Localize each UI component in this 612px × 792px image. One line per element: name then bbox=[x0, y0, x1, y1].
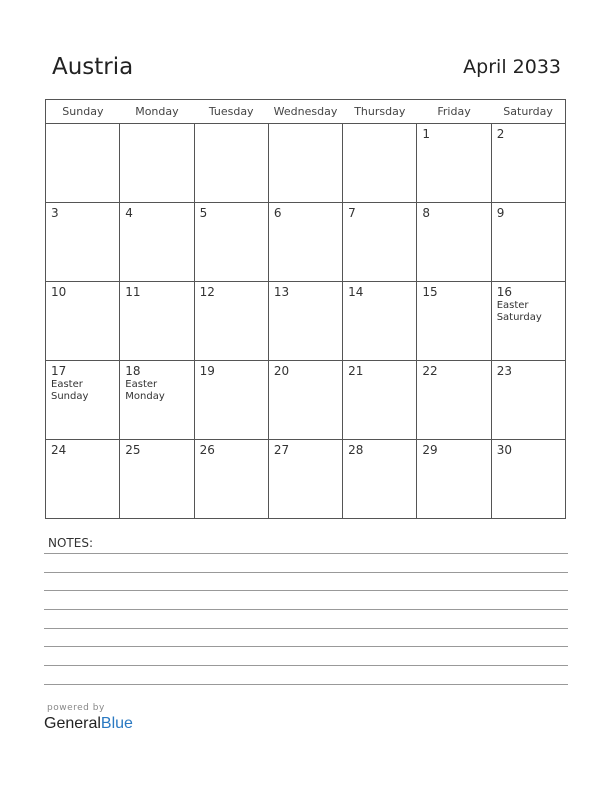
day-number: 19 bbox=[199, 364, 215, 378]
day-cell bbox=[343, 361, 417, 440]
day-cell bbox=[120, 203, 194, 282]
day-cell bbox=[268, 203, 342, 282]
week-row-3 bbox=[46, 282, 566, 361]
note-line bbox=[44, 684, 568, 685]
day-cell bbox=[417, 282, 491, 361]
day-cell bbox=[491, 440, 565, 519]
day-cell bbox=[343, 124, 417, 203]
brand-logo bbox=[44, 715, 133, 733]
day-number: 30 bbox=[496, 443, 512, 457]
day-cell bbox=[417, 440, 491, 519]
weekday-monday: Monday bbox=[120, 100, 194, 124]
day-number: 3 bbox=[51, 206, 59, 220]
day-cell bbox=[194, 124, 268, 203]
weekday-saturday: Saturday bbox=[491, 100, 565, 124]
day-number: 4 bbox=[125, 206, 133, 220]
day-number: 13 bbox=[273, 285, 290, 299]
note-line bbox=[44, 572, 568, 573]
day-cell bbox=[120, 124, 194, 203]
week-row-2 bbox=[46, 203, 566, 282]
day-number: 26 bbox=[199, 443, 215, 457]
month-year-title: April 2033 bbox=[463, 56, 561, 78]
day-cell bbox=[120, 440, 194, 519]
weekday-tuesday: Tuesday bbox=[194, 100, 268, 124]
day-cell bbox=[268, 282, 342, 361]
day-number: 20 bbox=[273, 364, 290, 378]
note-line bbox=[44, 553, 568, 554]
note-line bbox=[44, 628, 568, 629]
note-line bbox=[44, 665, 568, 666]
calendar-grid bbox=[45, 99, 566, 519]
holiday-label: Easter Sunday bbox=[51, 379, 89, 402]
day-number: 24 bbox=[51, 443, 67, 457]
day-cell bbox=[46, 203, 120, 282]
weekday-header-row bbox=[46, 100, 566, 124]
day-cell bbox=[268, 440, 342, 519]
day-number: 14 bbox=[348, 285, 364, 299]
day-number: 6 bbox=[273, 206, 282, 220]
day-cell bbox=[343, 203, 417, 282]
day-number: 25 bbox=[125, 443, 141, 457]
note-line bbox=[44, 590, 568, 591]
day-cell bbox=[194, 361, 268, 440]
day-cell bbox=[46, 124, 120, 203]
day-cell bbox=[417, 124, 491, 203]
note-line bbox=[44, 609, 568, 610]
day-cell bbox=[46, 361, 120, 440]
day-number: 1 bbox=[422, 127, 431, 141]
day-cell bbox=[491, 124, 565, 203]
day-cell bbox=[194, 203, 268, 282]
powered-by-text: powered by bbox=[47, 703, 105, 713]
week-row-4 bbox=[46, 361, 566, 440]
day-cell bbox=[417, 361, 491, 440]
holiday-label: Easter Monday bbox=[125, 379, 165, 402]
day-number: 22 bbox=[422, 364, 438, 378]
day-cell bbox=[491, 282, 565, 361]
week-row-1 bbox=[46, 124, 566, 203]
day-number: 17 bbox=[51, 364, 67, 378]
day-cell bbox=[268, 361, 342, 440]
footer-brand bbox=[44, 703, 133, 733]
day-number: 12 bbox=[199, 285, 215, 299]
weekday-friday: Friday bbox=[417, 100, 491, 124]
day-cell bbox=[46, 440, 120, 519]
day-cell bbox=[120, 361, 194, 440]
day-number: 11 bbox=[125, 285, 141, 299]
week-row-5 bbox=[46, 440, 566, 519]
day-number: 10 bbox=[51, 285, 67, 299]
weekday-wednesday: Wednesday bbox=[268, 100, 342, 124]
day-number: 7 bbox=[348, 206, 356, 220]
day-cell bbox=[491, 361, 565, 440]
day-number: 16 bbox=[496, 285, 512, 299]
day-number: 15 bbox=[422, 285, 438, 299]
brand-general: General bbox=[44, 715, 101, 732]
day-cell bbox=[343, 440, 417, 519]
day-number: 23 bbox=[496, 364, 512, 378]
weekday-thursday: Thursday bbox=[343, 100, 417, 124]
day-number: 29 bbox=[422, 443, 438, 457]
day-cell bbox=[46, 282, 120, 361]
day-cell bbox=[268, 124, 342, 203]
notes-label: NOTES: bbox=[48, 536, 93, 550]
day-cell bbox=[120, 282, 194, 361]
note-line bbox=[44, 646, 568, 647]
day-number: 18 bbox=[125, 364, 141, 378]
day-number: 28 bbox=[348, 443, 364, 457]
day-cell bbox=[417, 203, 491, 282]
day-cell bbox=[491, 203, 565, 282]
day-number: 9 bbox=[496, 206, 505, 220]
day-number: 21 bbox=[348, 364, 364, 378]
country-title: Austria bbox=[52, 54, 134, 80]
day-number: 2 bbox=[496, 127, 505, 141]
day-cell bbox=[194, 282, 268, 361]
day-number: 5 bbox=[199, 206, 208, 220]
brand-blue: Blue bbox=[100, 715, 133, 732]
day-number: 27 bbox=[273, 443, 290, 457]
day-cell bbox=[343, 282, 417, 361]
weekday-sunday: Sunday bbox=[46, 100, 120, 124]
holiday-label: Easter Saturday bbox=[496, 300, 542, 323]
day-number: 8 bbox=[422, 206, 431, 220]
day-cell bbox=[194, 440, 268, 519]
